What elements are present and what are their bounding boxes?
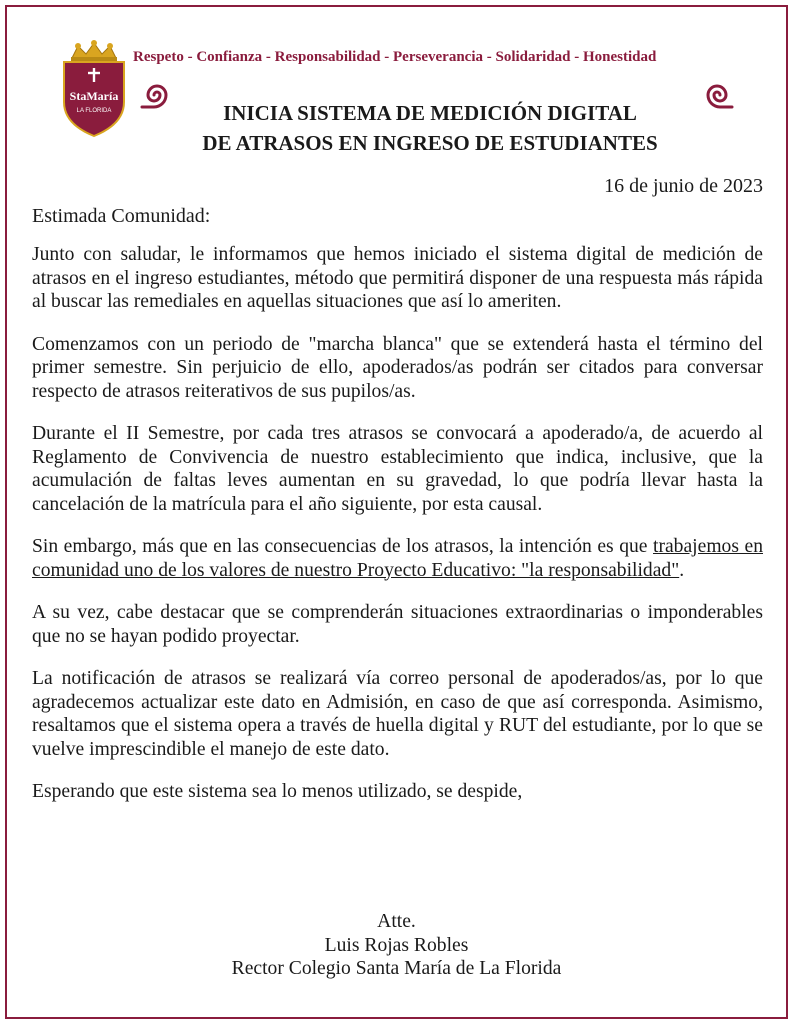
paragraph-1: Junto con saludar, le informamos que hemos iniciado el sistema digital de medición de atrasos en el ingreso estudiantes, método que permitirá disponer de una respuesta más rápida al buscar las remediales en aquellas situaciones que así lo ameriten.	[32, 244, 763, 312]
paragraph-3: Durante el II Semestre, por cada tres atrasos se convocará a apoderado/a, de acuerdo al Reglamento de Convivencia de nuestro establecimiento que indica, inclusive, que la acumulación de faltas leves aumentan en su gravedad, lo que podría llevar hasta la cancelación de la matrícula para el año siguiente, por esta causal.	[32, 423, 763, 515]
document-title	[120, 98, 740, 158]
svg-text:StaMaría: StaMaría	[69, 89, 119, 103]
paragraph-4-underlined: trabajemos en comunidad uno de los valores de nuestro Proyecto Educativo: "la responsabilidad"	[32, 536, 763, 581]
letter-body	[32, 243, 763, 823]
paragraph-5: A su vez, cabe destacar que se comprenderán situaciones extraordinarias o imponderables que no se hayan podido proyectar.	[32, 602, 763, 647]
paragraph-4-start: Sin embargo, más que en las consecuencias de los atrasos, la intención es que	[32, 536, 654, 557]
signature-role: Rector Colegio Santa María de La Florida	[231, 958, 562, 979]
signature-name: Luis Rojas Robles	[324, 934, 469, 956]
paragraph-4	[32, 535, 763, 582]
title-line-1: INICIA SISTEMA DE MEDICIÓN DIGITAL	[223, 101, 637, 125]
school-values-line: Respeto - Confianza - Responsabilidad - Perseverancia - Solidaridad - Honestidad	[133, 49, 657, 65]
svg-text:LA FLORIDA: LA FLORIDA	[76, 108, 112, 114]
crown-icon	[71, 40, 117, 61]
paragraph-6: La notificación de atrasos se realizará vía correo personal de apoderados/as, por lo que agradecemos actualizar este dato en Admisión, en caso de que así corresponda. Asimismo, resaltamos que el sistema opera a través de huella digital y RUT del estudiante, por lo que se vuelve imprescindible el manejo de este dato.	[32, 668, 763, 760]
paragraph-7: Esperando que este sistema sea lo menos utilizado, se despide,	[32, 781, 523, 802]
title-line-2: DE ATRASOS EN INGRESO DE ESTUDIANTES	[202, 131, 658, 155]
signature-block	[0, 910, 793, 981]
paragraph-4-end: .	[679, 559, 685, 581]
salutation: Estimada Comunidad:	[32, 205, 211, 227]
signature-closing: Atte.	[377, 911, 416, 932]
paragraph-2: Comenzamos con un periodo de "marcha blanca" que se extenderá hasta el término del primer semestre. Sin perjuicio de ello, apoderados/as podrán ser citados para conversar respecto de atrasos reiterativos de sus pupilos/as.	[32, 333, 763, 402]
letter-date: 16 de junio de 2023	[604, 175, 763, 197]
